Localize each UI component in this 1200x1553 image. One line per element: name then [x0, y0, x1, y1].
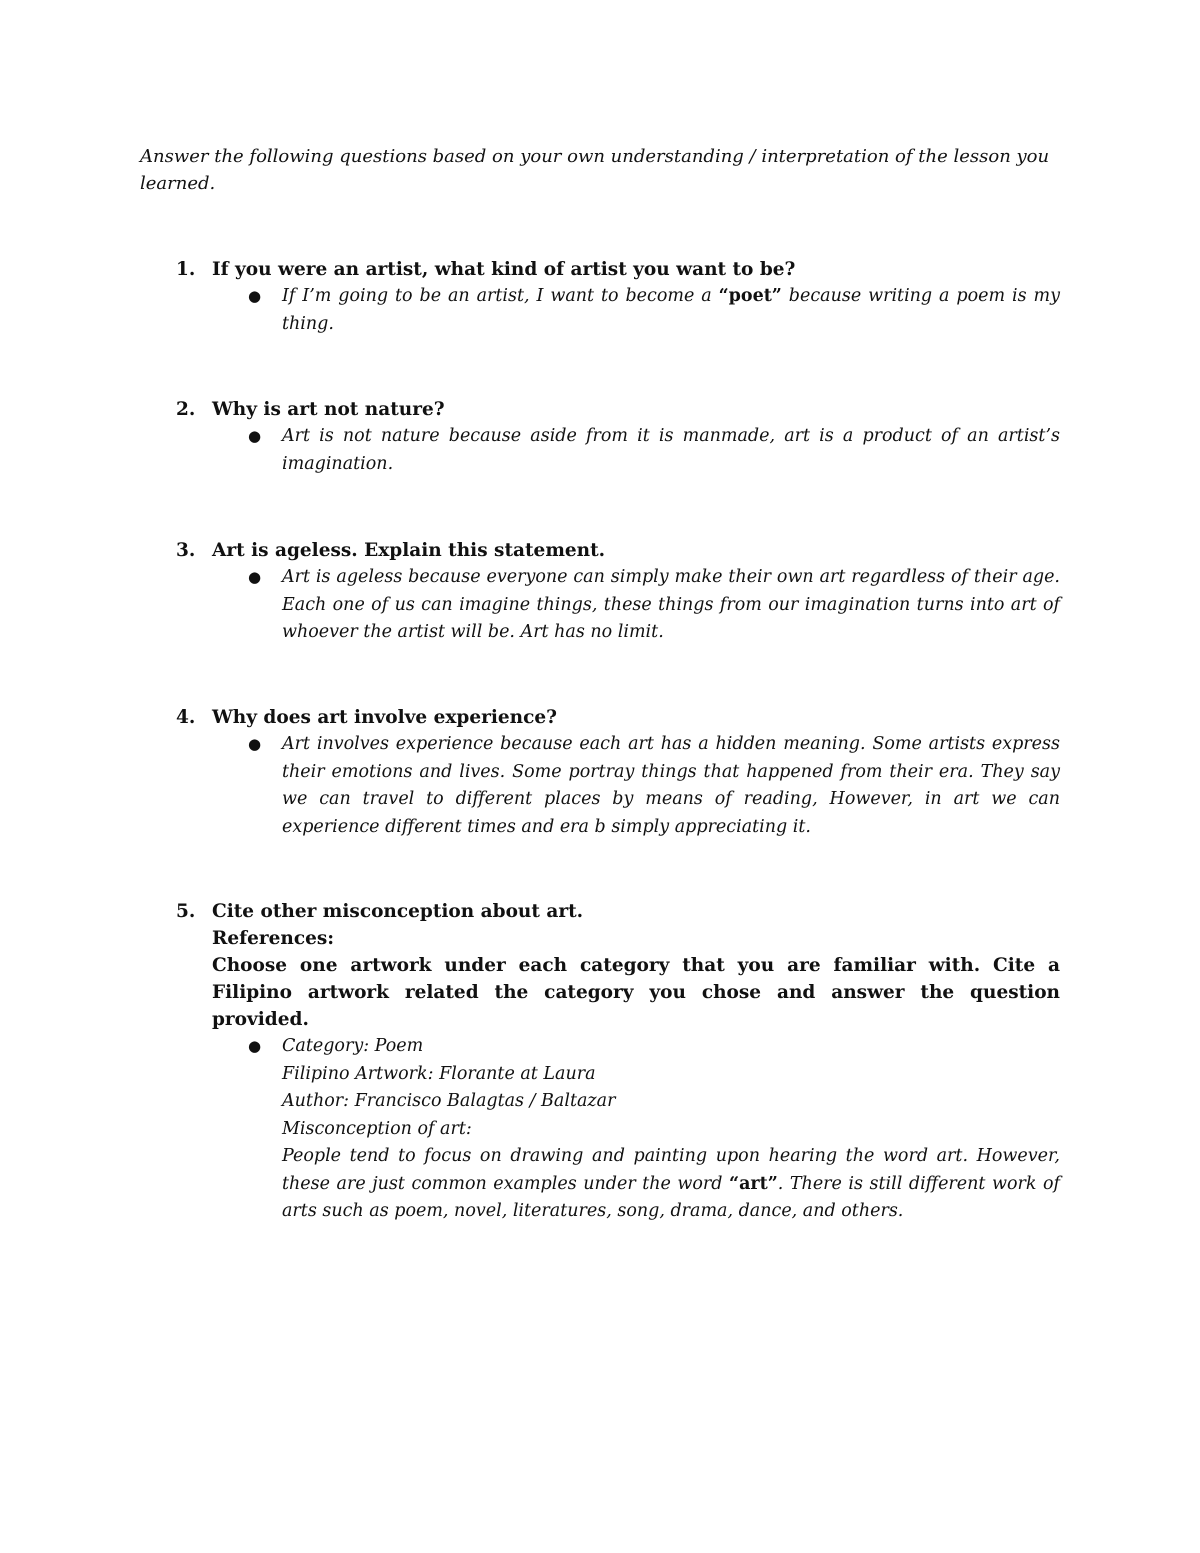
- question-number: 1.: [176, 259, 196, 280]
- question-2: [140, 396, 1060, 478]
- question-text: Art is ageless. Explain this statement.: [212, 540, 606, 561]
- answer-text: [248, 423, 1060, 478]
- answer-emphasis: “poet”: [718, 286, 782, 306]
- answer-part: Art involves experience because each art has a hidden meaning. Some artists express their emotions and lives. Some portray things that happened from their era. They say we can travel to different places by means of reading, However, in art we can experience different times and era b simply appreciating it.: [282, 734, 1060, 837]
- question-number: 5.: [176, 901, 196, 922]
- answer-part: Art is not nature because aside from it is manmade, art is a product of an artist’s imagination.: [282, 426, 1060, 474]
- category-line: Category: Poem: [282, 1036, 424, 1056]
- answer-text: [248, 731, 1060, 841]
- question-1: [140, 256, 1060, 338]
- question-5: [140, 898, 1060, 1226]
- bullet-icon: ●: [248, 568, 262, 586]
- misconception-text: [282, 1143, 1060, 1226]
- question-number: 2.: [176, 399, 196, 420]
- answer-emphasis: “art”: [729, 1173, 778, 1194]
- question-3: [140, 537, 1060, 647]
- bullet-icon: ●: [248, 287, 262, 305]
- question-4: [140, 704, 1060, 841]
- answer-text: [248, 283, 1060, 338]
- answer-part: . There is still different work of arts such as poem, novel, literatures, song, drama, dance, and others.: [282, 1173, 1061, 1221]
- answer-text: [248, 564, 1060, 647]
- question-number: 4.: [176, 707, 196, 728]
- references-heading: References:: [212, 928, 335, 949]
- question-text: Cite other misconception about art.: [212, 901, 584, 922]
- answer-part: Art is ageless because everyone can simply make their own art regardless of their age. Each one of us can imagine things, these things from our imagination turns into art of whoever the artist will be. Art has no limit.: [282, 567, 1060, 642]
- question-text: If you were an artist, what kind of artist you want to be?: [212, 259, 796, 280]
- question-text: Why does art involve experience?: [212, 707, 557, 728]
- bullet-icon: ●: [248, 735, 262, 753]
- author-line: Author: Francisco Balagtas / Baltazar: [282, 1091, 616, 1111]
- answer-part: because writing a poem is my thing.: [282, 286, 1060, 334]
- bullet-icon: ●: [248, 1037, 262, 1055]
- artwork-line: Filipino Artwork: Florante at Laura: [282, 1063, 596, 1084]
- question-number: 3.: [176, 540, 196, 561]
- answer-text: [248, 1033, 1061, 1226]
- instruction-prompt: Choose one artwork under each category that you are familiar with. Cite a Filipino artwork related the category you chose and answer the question provided.: [212, 955, 1060, 1030]
- answer-part: People tend to focus on drawing and painting upon hearing the word art. However, these are just common examples under the word: [282, 1146, 1060, 1194]
- question-text: Why is art not nature?: [212, 399, 445, 420]
- misconception-label: Misconception of art:: [282, 1118, 472, 1139]
- bullet-icon: ●: [248, 427, 262, 445]
- instructions-text: Answer the following questions based on your own understanding / interpretation of the lesson you learned.: [140, 146, 1050, 194]
- answer-part: If I’m going to be an artist, I want to become a: [282, 286, 719, 306]
